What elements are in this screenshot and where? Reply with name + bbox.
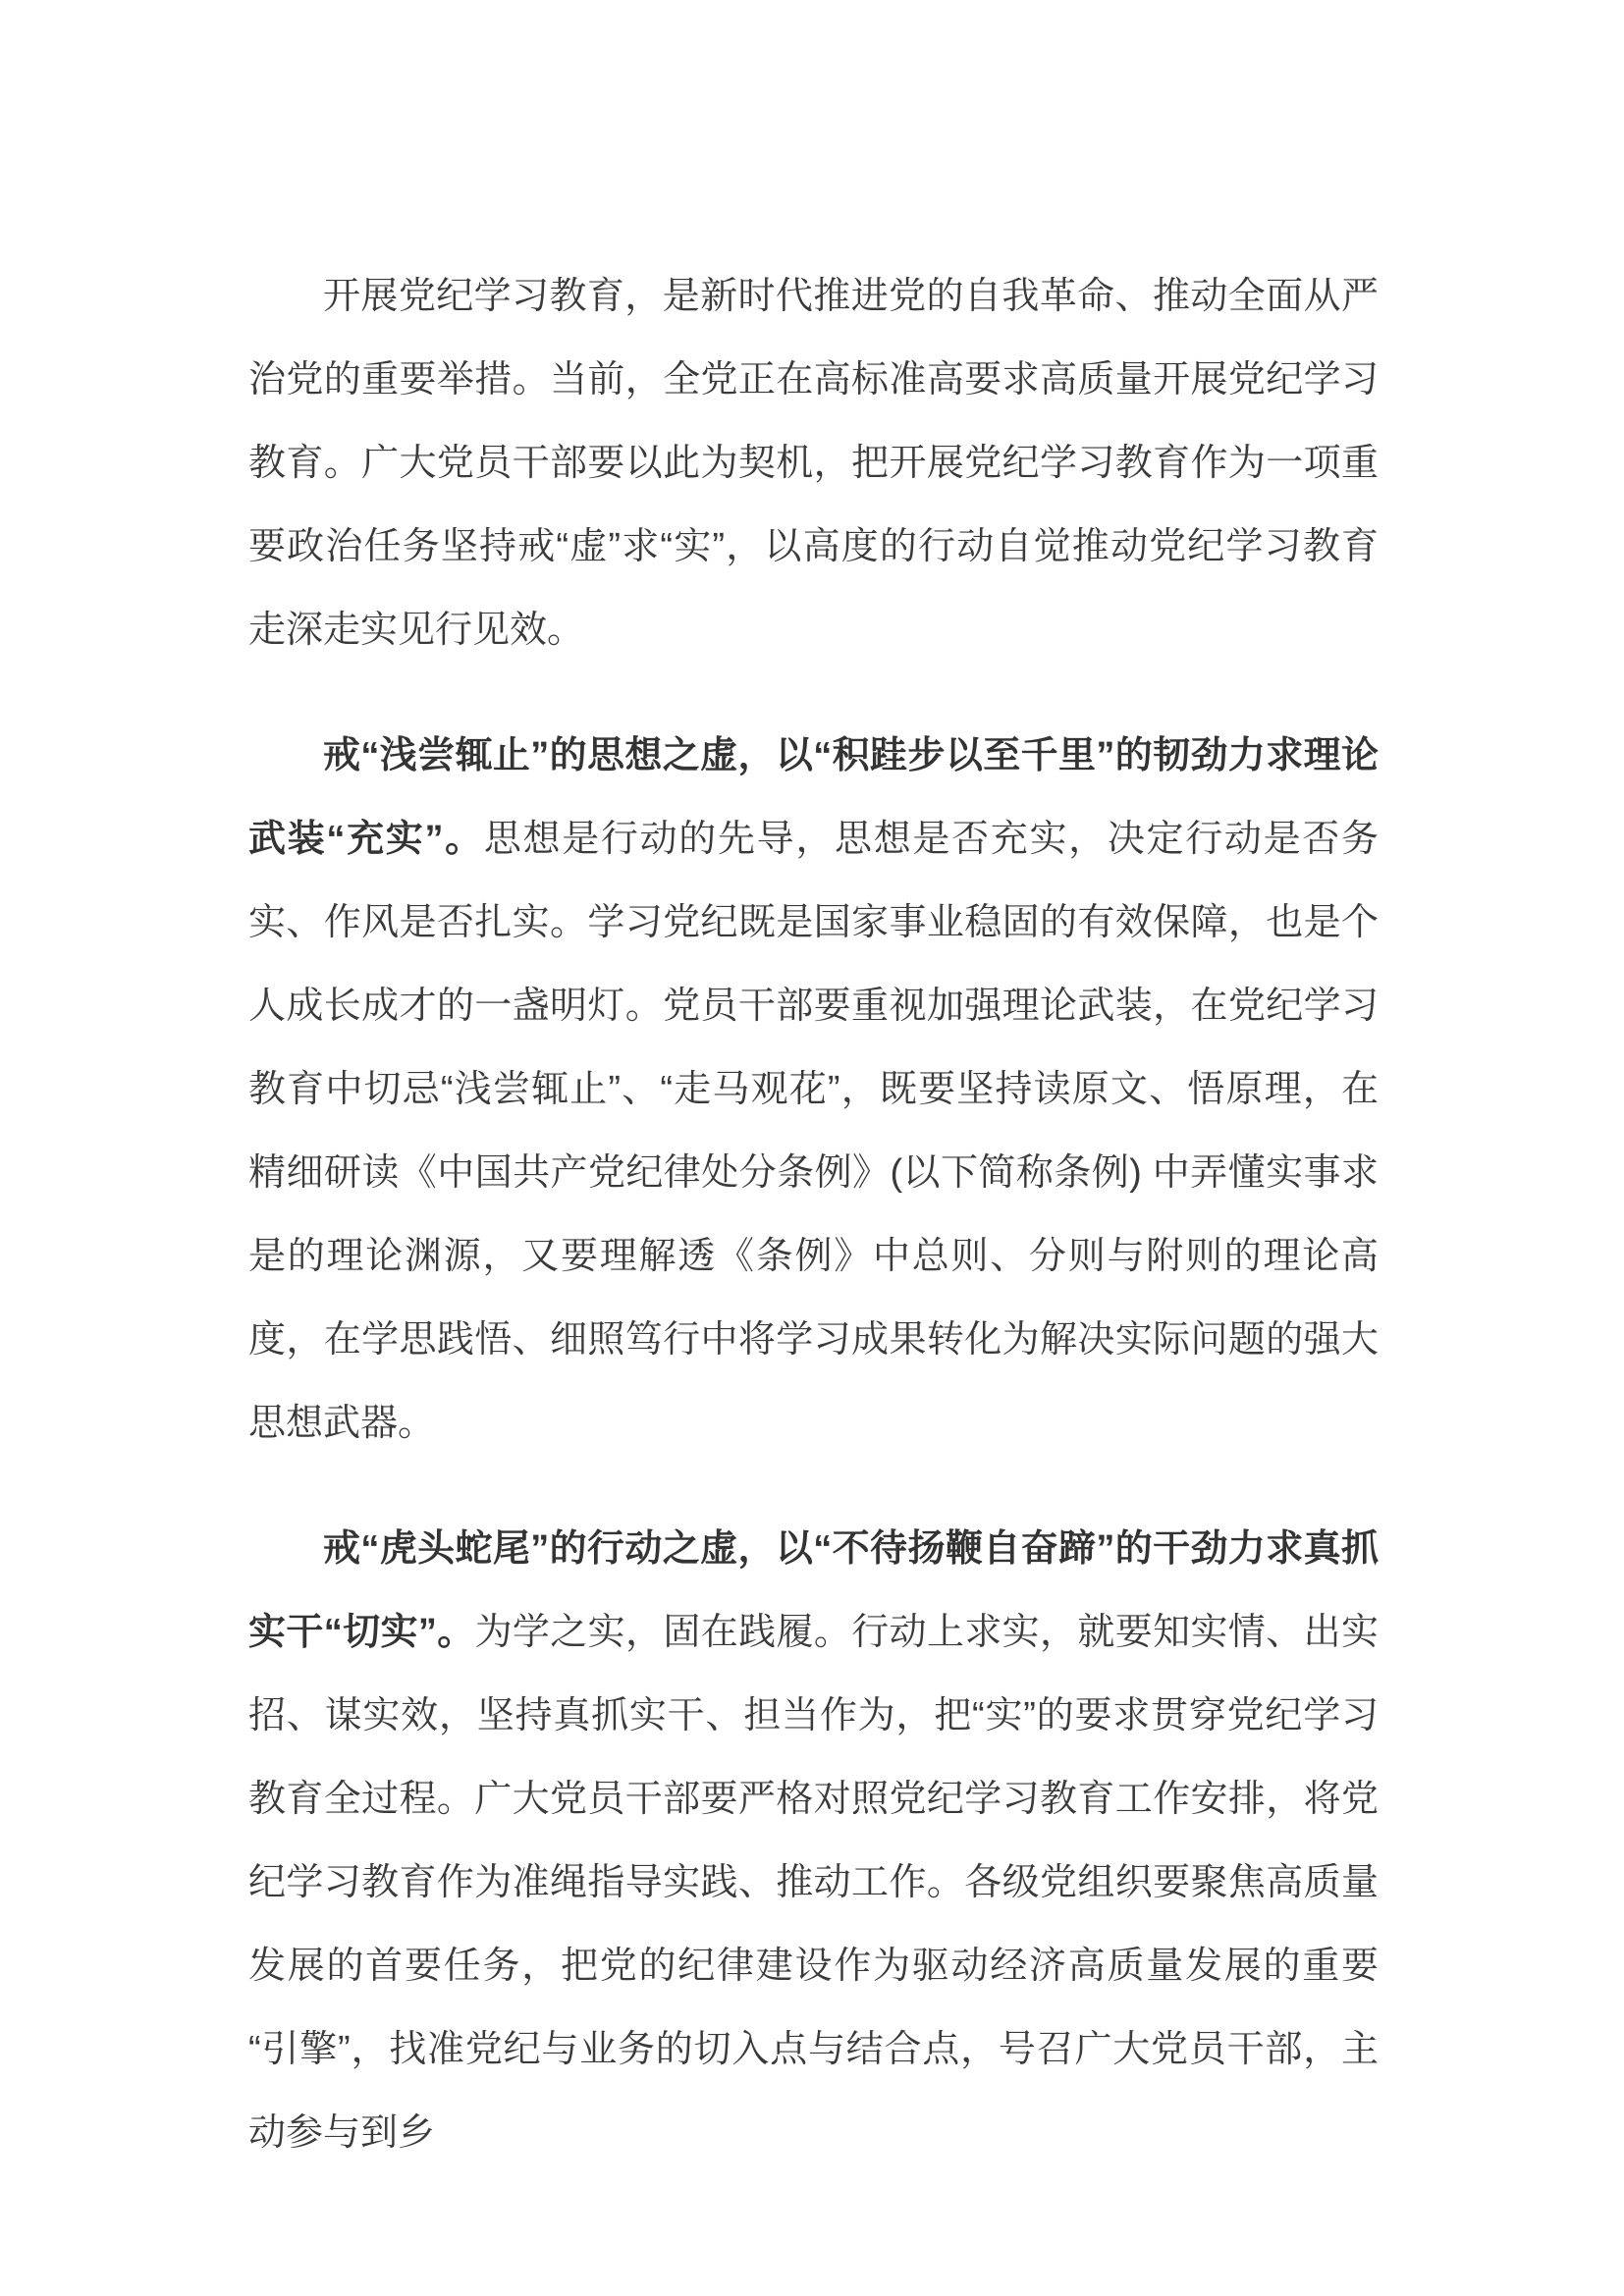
paragraph-section-2-body: 为学之实，固在践履。行动上求实，就要知实情、出实招、谋实效，坚持真抓实干、担当作为，把“实”的要求贯穿党纪学习教育全过程。广大党员干部要严格对照党纪学习教育工作安排，将党纪学习教育作为准绳指导实践、推动工作。各级党组织要聚焦高质量发展的首要任务，把党的纪律建设作为驱动经济高质量发展的重要“引擎”，找准党纪与业务的切入点与结合点，号召广大党员干部，主动参与到乡 [248, 1612, 1379, 2154]
paragraph-section-2-lead: 戒“虎头蛇尾”的行动之虚，以“不待扬鞭自奋蹄”的干劲力求真抓实干“切实”。 [248, 1528, 1379, 1653]
paragraph-intro [248, 255, 1379, 672]
paragraph-section-2 [248, 1508, 1379, 2175]
paragraph-section-1-lead: 戒“浅尝辄止”的思想之虚，以“积跬步以至千里”的韧劲力求理论武装“充实”。 [248, 735, 1379, 860]
paragraph-section-1 [248, 715, 1379, 1466]
paragraph-intro-text: 开展党纪学习教育，是新时代推进党的自我革命、推动全面从严治党的重要举措。当前，全党正在高标准高要求高质量开展党纪学习教育。广大党员干部要以此为契机，把开展党纪学习教育作为一项重要政治任务坚持戒“虚”求“实”，以高度的行动自觉推动党纪学习教育走深走实见行见效。 [248, 276, 1379, 651]
paragraph-section-1-body: 思想是行动的先导，思想是否充实，决定行动是否务实、作风是否扎实。学习党纪既是国家事业稳固的有效保障，也是个人成长成才的一盏明灯。党员干部要重视加强理论武装，在党纪学习教育中切忌“浅尝辄止”、“走马观花”，既要坚持读原文、悟原理，在精细研读《中国共产党纪律处分条例》(以下简称条例) 中弄懂实事求是的理论渊源，又要理解透《条例》中总则、分则与附则的理论高度，在学思践悟、细照笃行中将学习成果转化为解决实际问题的强大思想武器。 [248, 819, 1379, 1444]
